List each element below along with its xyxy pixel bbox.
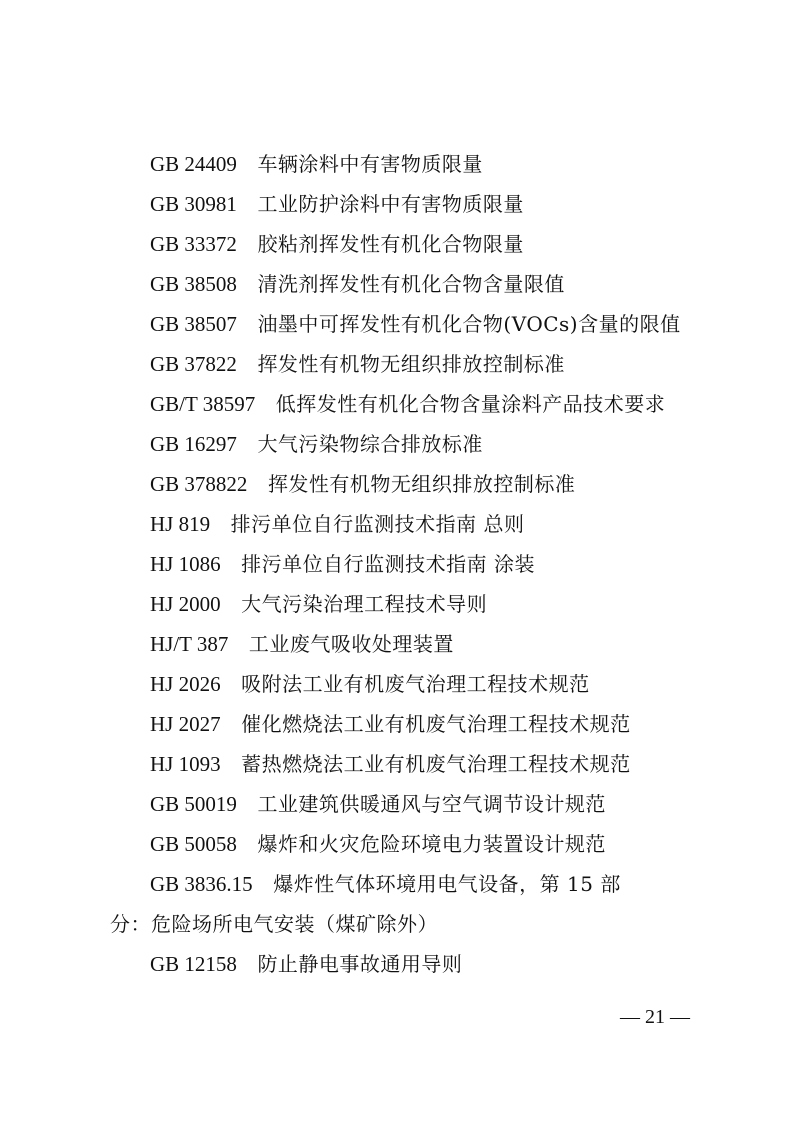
standard-title: 工业建筑供暖通风与空气调节设计规范 (257, 792, 606, 816)
standard-code: GB 24409 (150, 152, 237, 176)
standard-title: 清洗剂挥发性有机化合物含量限值 (257, 272, 565, 296)
standard-entry (150, 470, 575, 498)
standard-entry (150, 390, 665, 418)
standard-code: HJ 819 (150, 512, 211, 536)
standard-entry (150, 270, 565, 298)
standard-entry (150, 590, 487, 618)
standard-title: 工业防护涂料中有害物质限量 (257, 192, 524, 216)
standard-entry (150, 830, 606, 858)
standard-title: 爆炸和火灾危险环境电力装置设计规范 (257, 832, 606, 856)
standard-title: 工业废气吸收处理装置 (248, 632, 454, 656)
standard-title: 挥发性有机物无组织排放控制标准 (267, 472, 576, 496)
standard-title: 胶粘剂挥发性有机化合物限量 (257, 232, 524, 256)
standard-code: GB 16297 (150, 432, 237, 456)
standard-title: 车辆涂料中有害物质限量 (257, 152, 483, 176)
standard-code: GB 12158 (150, 952, 237, 976)
standard-title: 爆炸性气体环境用电气设备，第 15 部分：危险场所电气安装（煤矿除外） (110, 872, 621, 936)
standard-title: 油墨中可挥发性有机化合物(VOCs)含量的限值 (257, 312, 681, 336)
standard-entry (150, 310, 681, 338)
standard-title: 吸附法工业有机废气治理工程技术规范 (241, 672, 590, 696)
standard-entry (150, 750, 631, 778)
standard-entry (110, 864, 650, 944)
standard-code: GB 50019 (150, 792, 237, 816)
standard-entry (150, 710, 631, 738)
standard-title: 防止静电事故通用导则 (257, 952, 463, 976)
standard-entry (150, 230, 524, 258)
standard-code: GB 30981 (150, 192, 237, 216)
standard-entry (150, 790, 606, 818)
standard-code: GB 38507 (150, 312, 237, 336)
standard-code: GB 50058 (150, 832, 237, 856)
standard-code: HJ 1086 (150, 552, 221, 576)
standard-code: HJ 1093 (150, 752, 221, 776)
standard-entry (150, 950, 462, 978)
standard-code: HJ 2027 (150, 712, 221, 736)
standard-code: HJ 2026 (150, 672, 221, 696)
standard-code: GB/T 38597 (150, 392, 256, 416)
standard-entry (150, 150, 483, 178)
standard-title: 大气污染治理工程技术导则 (241, 592, 488, 616)
standard-entry (150, 430, 483, 458)
standard-code: GB 38508 (150, 272, 237, 296)
standard-title: 催化燃烧法工业有机废气治理工程技术规范 (241, 712, 631, 736)
standard-code: HJ/T 387 (150, 632, 229, 656)
standard-title: 低挥发性有机化合物含量涂料产品技术要求 (275, 392, 666, 416)
page-number: — 21 — (620, 1006, 690, 1028)
standard-entry (150, 510, 524, 538)
standard-entry (150, 190, 524, 218)
standard-entry (150, 350, 565, 378)
standard-title: 挥发性有机物无组织排放控制标准 (257, 352, 565, 376)
standard-entry (150, 670, 590, 698)
standard-title: 蓄热燃烧法工业有机废气治理工程技术规范 (241, 752, 631, 776)
standard-title: 排污单位自行监测技术指南 总则 (230, 512, 525, 536)
standard-entry (150, 630, 454, 658)
standard-code: GB 378822 (150, 472, 248, 496)
standard-title: 排污单位自行监测技术指南 涂装 (241, 552, 535, 576)
standard-code: GB 3836.15 (150, 872, 253, 896)
standard-title: 大气污染物综合排放标准 (257, 432, 483, 456)
standard-code: GB 37822 (150, 352, 237, 376)
standard-code: GB 33372 (150, 232, 237, 256)
standard-code: HJ 2000 (150, 592, 221, 616)
standard-entry (150, 550, 535, 578)
